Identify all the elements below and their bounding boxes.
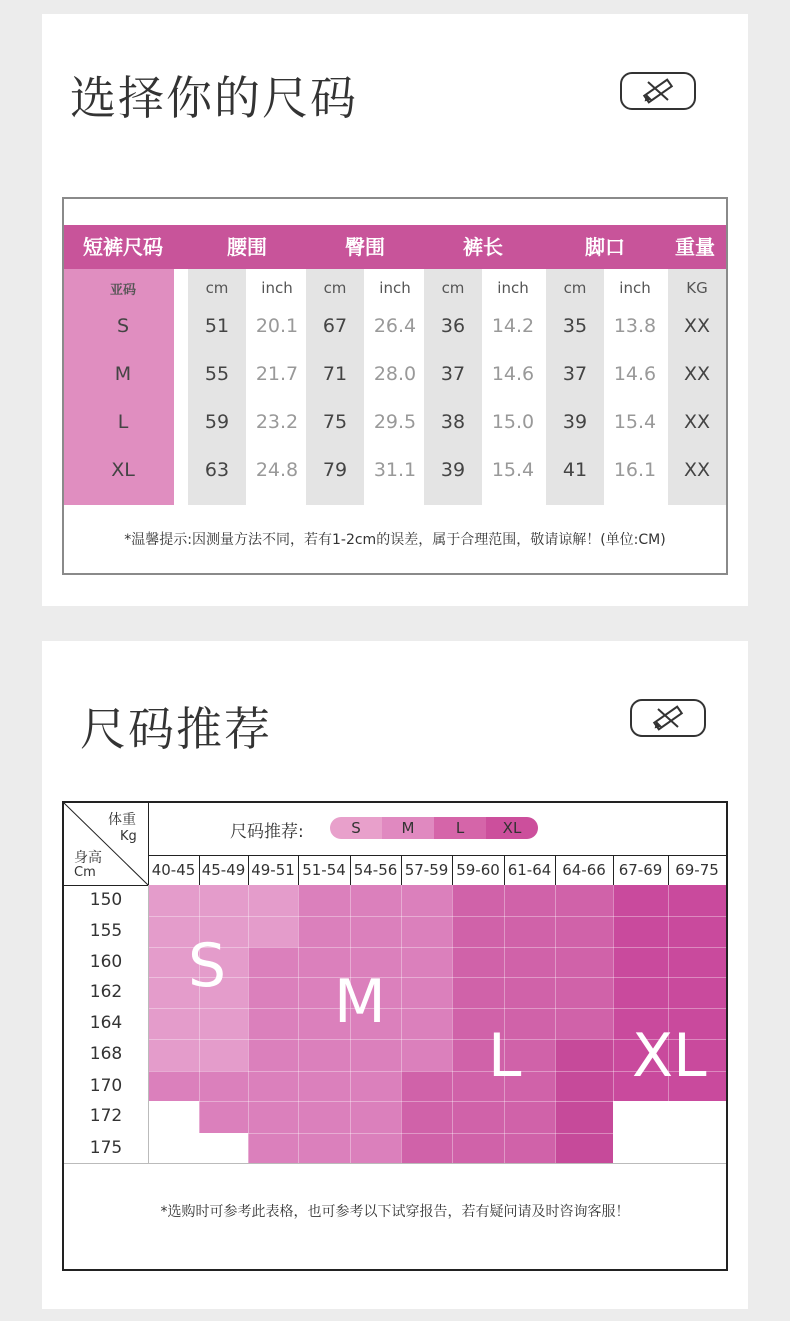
grid-line — [555, 885, 556, 1163]
divider — [452, 855, 453, 885]
table-cell: 28.0 — [373, 363, 417, 385]
size-table — [62, 197, 728, 575]
divider — [504, 855, 505, 885]
grid-cell — [199, 1008, 248, 1039]
table-cell: 39 — [440, 459, 466, 481]
grid-cell — [613, 947, 668, 977]
size-m: M — [114, 363, 132, 385]
height-value: 155 — [89, 921, 123, 941]
grid-cell — [555, 885, 613, 916]
grid-line — [148, 885, 149, 1163]
divider — [401, 855, 402, 885]
corner-weight-unit: Kg — [120, 829, 137, 844]
region-label-s: S — [188, 931, 227, 1001]
grid-cell — [452, 885, 504, 916]
height-value: 150 — [89, 890, 123, 910]
unit-cell: inch — [261, 279, 293, 297]
weight-range: 45-49 — [201, 861, 246, 879]
grid-line — [64, 1133, 726, 1134]
table-cell: 20.1 — [255, 315, 299, 337]
height-value: 164 — [89, 1013, 123, 1033]
grid-line — [298, 885, 299, 1163]
grid-cell — [248, 1133, 298, 1163]
table-cell: XX — [683, 315, 711, 337]
recommendation-grid — [62, 801, 728, 1271]
grid-cell — [555, 1039, 613, 1071]
table-cell: 55 — [204, 363, 230, 385]
grid-line — [248, 885, 249, 1163]
ruler-pencil-icon — [648, 703, 688, 733]
unit-cell: cm — [323, 279, 347, 297]
table-cell: 14.2 — [491, 315, 535, 337]
height-value: 172 — [89, 1106, 123, 1126]
unit-cell: cm — [563, 279, 587, 297]
weight-range: 59-60 — [456, 861, 500, 879]
divider — [555, 855, 556, 885]
section-title: 尺码推荐 — [80, 702, 272, 756]
table-cell: 21.7 — [255, 363, 299, 385]
grid-cell — [148, 1071, 199, 1101]
grid-cell — [504, 947, 555, 977]
grid-cell — [668, 977, 726, 1008]
grid-cell — [148, 1008, 199, 1039]
weight-range: 54-56 — [353, 861, 398, 879]
grid-cell — [199, 885, 248, 916]
grid-cell — [148, 1039, 199, 1071]
region-label-l: L — [488, 1021, 522, 1091]
divider — [613, 855, 614, 885]
grid-cell — [668, 947, 726, 977]
grid-cell — [555, 1101, 613, 1133]
grid-cell — [613, 916, 668, 947]
grid-cell — [555, 1008, 613, 1039]
height-value: 175 — [89, 1138, 123, 1158]
table-cell: 51 — [204, 315, 230, 337]
grid-cell — [350, 1039, 401, 1071]
table-header — [64, 225, 726, 269]
unit-cell: cm — [205, 279, 229, 297]
size-s: S — [116, 315, 130, 337]
table-cell: 36 — [440, 315, 466, 337]
grid-cell — [248, 885, 298, 916]
header-waist: 腰围 — [227, 235, 267, 259]
grid-cell — [248, 1039, 298, 1071]
table-cell: 14.6 — [613, 363, 657, 385]
grid-cell — [298, 916, 350, 947]
table-cell: 15.4 — [613, 411, 657, 433]
region-label-xl: XL — [632, 1021, 707, 1091]
header-length: 裤长 — [463, 235, 503, 259]
table-cell: 71 — [322, 363, 348, 385]
grid-cell — [401, 885, 452, 916]
table-cell: 59 — [204, 411, 230, 433]
height-value: 160 — [89, 952, 123, 972]
divider — [668, 855, 669, 885]
grid-line — [64, 947, 726, 948]
grid-cell — [298, 885, 350, 916]
grid-cell — [504, 1133, 555, 1163]
grid-cell — [148, 885, 199, 916]
header-hem: 脚口 — [585, 235, 625, 259]
grid-cell — [401, 1133, 452, 1163]
grid-cell — [613, 885, 668, 916]
size-xl: XL — [111, 459, 135, 481]
grid-cell — [452, 916, 504, 947]
grid-cell — [401, 977, 452, 1008]
grid-line — [64, 1071, 726, 1072]
grid-line — [64, 1008, 726, 1009]
header-weight: 重量 — [675, 235, 715, 259]
grid-cell — [199, 1101, 248, 1133]
table-cell: 67 — [322, 315, 348, 337]
table-cell: 38 — [440, 411, 466, 433]
grid-cell — [248, 1071, 298, 1101]
grid-cell — [298, 1101, 350, 1133]
grid-cell — [199, 1039, 248, 1071]
table-cell: 23.2 — [255, 411, 299, 433]
grid-cell — [555, 977, 613, 1008]
size-recommendation-card — [42, 641, 748, 1309]
weight-range: 61-64 — [507, 861, 552, 879]
table-cell: 13.8 — [613, 315, 657, 337]
grid-cell — [504, 977, 555, 1008]
grid-cell — [613, 977, 668, 1008]
table-cell: 16.1 — [613, 459, 657, 481]
height-value: 170 — [89, 1076, 123, 1096]
grid-cell — [401, 1101, 452, 1133]
grid-line — [452, 885, 453, 1163]
unit-cell: cm — [441, 279, 465, 297]
legend-xl: XL — [486, 817, 538, 839]
grid-cell — [248, 1101, 298, 1133]
grid-line — [64, 916, 726, 917]
grid-cell — [298, 1071, 350, 1101]
size-label: 亚码 — [109, 283, 136, 298]
corner-weight: 体重 — [108, 812, 136, 828]
table-cell: 75 — [322, 411, 348, 433]
grid-cell — [401, 916, 452, 947]
grid-cell — [555, 1133, 613, 1163]
table-cell: 31.1 — [373, 459, 417, 481]
table-cell: XX — [683, 411, 711, 433]
grid-cell — [350, 885, 401, 916]
grid-line — [401, 885, 402, 1163]
table-cell: 41 — [562, 459, 588, 481]
grid-cell — [668, 916, 726, 947]
table-cell: 79 — [322, 459, 348, 481]
header-size: 短裤尺码 — [83, 235, 163, 259]
grid-cell — [668, 885, 726, 916]
weight-range: 69-75 — [675, 861, 719, 879]
divider — [148, 855, 726, 856]
grid-cell — [248, 916, 298, 947]
grid-cell — [401, 1039, 452, 1071]
legend-label: 尺码推荐: — [230, 822, 304, 842]
table-cell: 37 — [440, 363, 466, 385]
grid-cell — [504, 1101, 555, 1133]
grid-cell — [248, 1008, 298, 1039]
table-cell: 26.4 — [373, 315, 417, 337]
grid-cell — [401, 947, 452, 977]
grid-cell — [298, 1039, 350, 1071]
grid-cell — [298, 1133, 350, 1163]
height-value: 168 — [89, 1044, 123, 1064]
region-label-m: M — [334, 967, 386, 1037]
table-cell: 29.5 — [373, 411, 417, 433]
weight-range: 49-51 — [251, 861, 295, 879]
height-value: 162 — [89, 982, 123, 1002]
divider — [199, 855, 200, 885]
unit-cell: inch — [619, 279, 651, 297]
measure-badge — [620, 72, 696, 110]
grid-cell — [452, 977, 504, 1008]
weight-range: 40-45 — [151, 861, 196, 879]
table-cell: 63 — [204, 459, 230, 481]
grid-cell — [401, 1071, 452, 1101]
grid-cell — [248, 947, 298, 977]
grid-cell — [555, 916, 613, 947]
table-cell: 15.4 — [491, 459, 535, 481]
table-cell: 14.6 — [491, 363, 535, 385]
weight-range: 64-66 — [562, 861, 606, 879]
grid-line — [64, 1039, 726, 1040]
table-cell: 35 — [562, 315, 588, 337]
unit-cell: inch — [497, 279, 529, 297]
table-cell: 39 — [562, 411, 588, 433]
table-cell: 15.0 — [491, 411, 535, 433]
legend-l: L — [434, 817, 486, 839]
grid-cell — [452, 947, 504, 977]
divider — [298, 855, 299, 885]
grid-cell — [350, 1071, 401, 1101]
grid-cell — [452, 1133, 504, 1163]
table-cell: XX — [683, 459, 711, 481]
unit-cell: KG — [686, 279, 708, 297]
grid-cell — [555, 1071, 613, 1101]
grid-cell — [401, 1008, 452, 1039]
size-chart-card — [42, 14, 748, 606]
legend-s: S — [330, 817, 382, 839]
weight-range: 67-69 — [618, 861, 663, 879]
weight-range: 51-54 — [302, 861, 346, 879]
section-title: 选择你的尺码 — [70, 71, 358, 125]
size-l: L — [117, 411, 129, 433]
grid-cell — [504, 916, 555, 947]
grid-line — [199, 885, 200, 1163]
grid-line — [64, 1101, 726, 1102]
grid-cell — [555, 947, 613, 977]
grid-cell — [350, 916, 401, 947]
grid-cell — [199, 1071, 248, 1101]
grid-cell — [350, 1101, 401, 1133]
ruler-pencil-icon — [638, 76, 678, 106]
grid-line — [64, 1163, 726, 1164]
legend-m: M — [382, 817, 434, 839]
table-cell: XX — [683, 363, 711, 385]
grid-line — [613, 885, 614, 1163]
grid-cell — [504, 885, 555, 916]
table-cell: 24.8 — [255, 459, 299, 481]
grid-cell — [248, 977, 298, 1008]
table-cell: 37 — [562, 363, 588, 385]
grid-cell — [350, 1133, 401, 1163]
divider — [350, 855, 351, 885]
weight-range: 57-59 — [404, 861, 449, 879]
divider — [248, 855, 249, 885]
grid-cell — [452, 1101, 504, 1133]
header-hip: 臀围 — [345, 235, 385, 259]
measure-badge — [630, 699, 706, 737]
measurement-note: *温馨提示:因测量方法不同，若有1-2cm的误差，属于合理范围，敬请谅解！(单位:CM) — [124, 532, 666, 548]
corner-height-unit: Cm — [74, 865, 96, 880]
corner-height: 身高 — [74, 850, 102, 866]
grid-line — [64, 977, 726, 978]
unit-cell: inch — [379, 279, 411, 297]
recommendation-note: *选购时可参考此表格，也可参考以下试穿报告，若有疑问请及时咨询客服！ — [160, 1204, 630, 1220]
